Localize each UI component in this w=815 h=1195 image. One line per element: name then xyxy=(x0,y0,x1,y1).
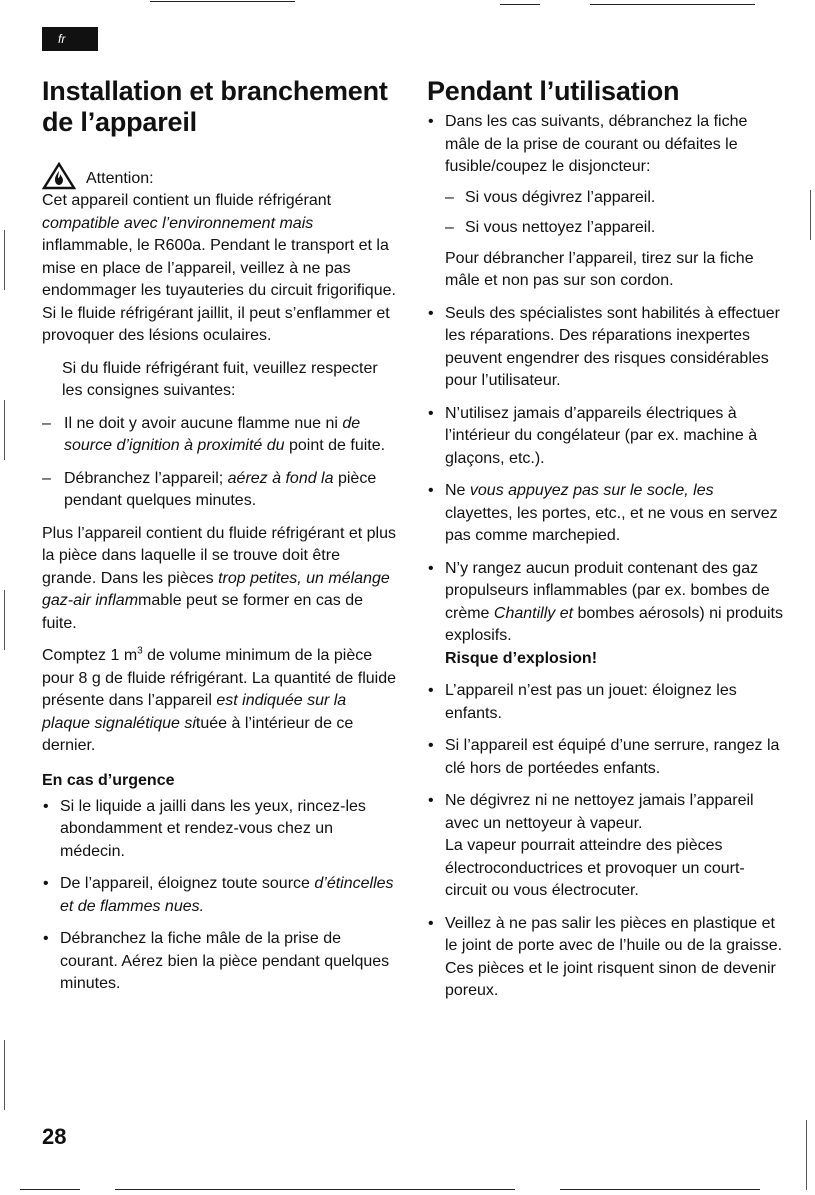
intro-paragraph: Cet appareil contient un fluide réfrigérant compatible avec l’environnement mais inflammable, le R600a. Pendant le transport et la mise en place de l’appareil, veillez à ne pas endommager les tuyauteries du circuit frigorifique. Si le fluide réfrigérant jaillit, il peut s’enflammer et provoquer des lésions oculaires. xyxy=(42,192,396,344)
list-item: – Débranchez l’appareil; aérez à fond la pièce pendant quelques minutes. xyxy=(42,468,398,513)
list-item: • Seuls des spécialistes sont habilités à effectuer les réparations. Des réparations inexpertes peuvent engendrer des risques considérables pour l’utilisateur. xyxy=(427,303,785,393)
leak-intro: Si du fluide réfrigérant fuit, veuillez respecter les consignes suivantes: xyxy=(62,359,378,399)
top-rule-right xyxy=(590,4,755,5)
list-item: • De l’appareil, éloignez toute source d’étincelles et de flammes nues. xyxy=(42,873,398,918)
language-badge: fr xyxy=(42,27,98,51)
volume-paragraph: Comptez 1 $m^3$ de volume minimum de la pièce pour 8 g de fluide réfrigérant. La quantité de fluide présente dans l’appareil est indiquée sur la plaque signalétique située à l’intérieur de ce dernier. xyxy=(42,645,397,754)
unplug-cases xyxy=(445,187,785,240)
room-size-paragraph: Plus l’appareil contient du fluide réfrigérant et plus la pièce dans laquelle il se trouve doit être grande. Dans les pièces trop petites, un mélange gaz-air inflammable peut se former en cas de fuite. xyxy=(42,524,396,632)
margin-mark xyxy=(4,1040,5,1110)
bottom-rule-left xyxy=(20,1189,80,1190)
list-item: • Débranchez la fiche mâle de la prise de courant. Aérez bien la pièce pendant quelques minutes. xyxy=(42,928,398,996)
left-column xyxy=(42,76,398,996)
margin-mark xyxy=(4,590,5,650)
page-number: 28 xyxy=(42,1124,67,1149)
list-item: • Ne vous appuyez pas sur le socle, les clayettes, les portes, etc., et ne vous en servez pas comme marchepied. xyxy=(427,480,785,548)
list-item: • Si l’appareil est équipé d’une serrure, rangez la clé hors de portéedes enfants. xyxy=(427,735,785,780)
list-item: • Si le liquide a jailli dans les yeux, rincez-les abondamment et rendez-vous chez un médecin. xyxy=(42,796,398,864)
list-item: • Ne dégivrez ni ne nettoyez jamais l’appareil avec un nettoyeur à vapeur. La vapeur pourrait atteindre des pièces électroconductrices et provoquer un court-circuit ou vous électrocuter. xyxy=(427,790,785,903)
list-item: • L’appareil n’est pas un jouet: éloignez les enfants. xyxy=(427,680,785,725)
attention-label: Attention: xyxy=(86,170,154,187)
attention-notice xyxy=(42,162,398,190)
explosion-warning: Risque d’explosion! xyxy=(445,649,598,667)
bottom-rule-right xyxy=(560,1189,760,1190)
list-item: • N’utilisez jamais d’appareils électriques à l’intérieur du congélateur (par ex. machine à glaçons, etc.). xyxy=(427,403,785,471)
emergency-list xyxy=(42,796,398,996)
list-item: – Si vous dégivrez l’appareil. xyxy=(445,187,785,210)
top-rule-mid xyxy=(500,4,540,5)
bottom-rule-mid xyxy=(115,1189,515,1190)
flammable-warning-icon xyxy=(42,162,76,190)
margin-mark xyxy=(4,400,5,460)
section-title-usage: Pendant l’utilisation xyxy=(427,76,680,106)
margin-mark xyxy=(4,230,5,290)
list-item: – Si vous nettoyez l’appareil. xyxy=(445,217,785,240)
leak-instructions xyxy=(42,413,398,513)
list-item: – Il ne doit y avoir aucune flamme nue ni de source d’ignition à proximité du point de fuite. xyxy=(42,413,398,458)
top-rule-left xyxy=(150,1,295,2)
margin-mark xyxy=(806,1120,807,1190)
list-item: • Veillez à ne pas salir les pièces en plastique et le joint de porte avec de l’huile ou de la graisse. Ces pièces et le joint risquent sinon de devenir poreux. xyxy=(427,913,785,1003)
list-item: • Dans les cas suivants, débranchez la fiche mâle de la prise de courant ou défaites le fusible/coupez le disjoncteur: – Si vous dégivrez l’appareil. – Si vous nettoyez l’appareil. Pour débrancher l’appareil, tirez sur la fiche mâle et non pas sur son cordon. xyxy=(427,111,785,293)
unplug-instruction: Pour débrancher l’appareil, tirez sur la fiche mâle et non pas sur son cordon. xyxy=(445,249,754,289)
right-column xyxy=(427,76,785,1003)
list-item: • N’y rangez aucun produit contenant des gaz propulseurs inflammables (par ex. bombes de crème Chantilly et bombes aérosols) ni produits explosifs. Risque d’explosion! xyxy=(427,558,785,671)
emergency-heading: En cas d’urgence xyxy=(42,771,175,789)
margin-mark xyxy=(810,190,811,240)
section-title-installation: Installation et branchement de l’appareil xyxy=(42,76,388,137)
usage-list xyxy=(427,111,785,1003)
